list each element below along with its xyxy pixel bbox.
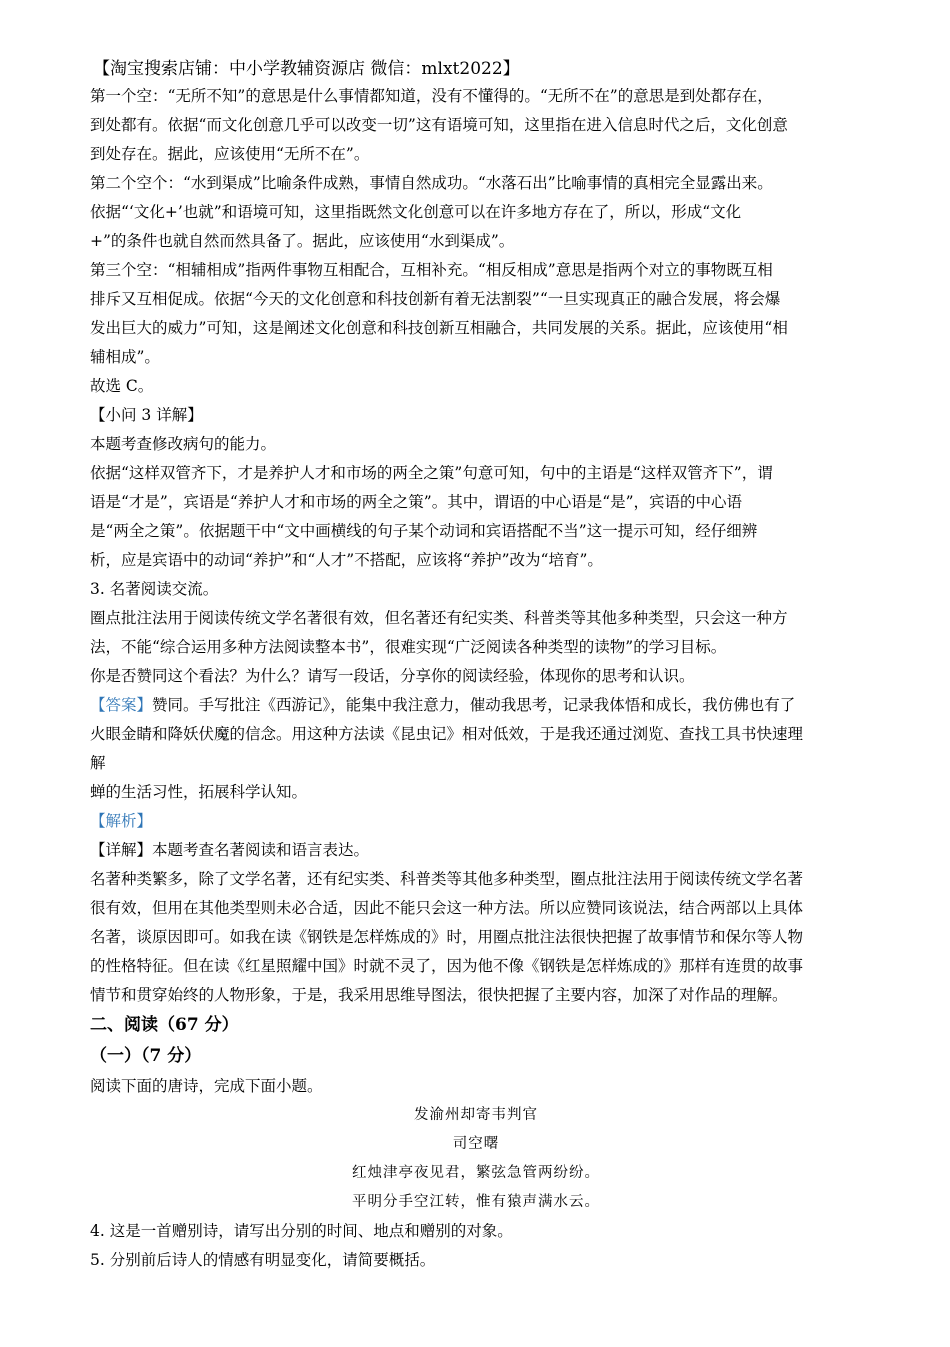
- subsection-title: （一）（7 分）: [90, 1046, 202, 1066]
- text-line: 第三个空：“相辅相成”指两件事物互相配合，互相补充。“相反相成”意思是指两个对立的事物既互相: [90, 261, 773, 279]
- answer-line: [90, 691, 862, 720]
- text-line: 的性格特征。但在读《红星照耀中国》时就不灵了，因为他不像《钢铁是怎样炼成的》那样有连贯的故事: [90, 957, 804, 975]
- text-line: 法，不能“综合运用多种方法阅读整本书”，很难实现“广泛阅读各种类型的读物”的学习目标。: [90, 638, 727, 656]
- text-line: 名著种类繁多，除了文学名著，还有纪实类、科普类等其他多种类型，圈点批注法用于阅读传统文学名著: [90, 870, 804, 888]
- text-line: 很有效，但用在其他类型则未必合适，因此不能只会这一种方法。所以应赞同该说法，结合两部以上具体: [90, 899, 804, 917]
- text-line: 语是“才是”，宾语是“养护人才和市场的两全之策”。其中，谓语的中心语是“是”，宾语的中心语: [90, 493, 743, 511]
- text-line: 蝉的生活习性，拓展科学认知。: [90, 783, 308, 801]
- section-title: 二、阅读（67 分）: [90, 1015, 239, 1035]
- text-line: 析，应是宾语中的动词“养护”和“人才”不搭配，应该将“养护”改为“培育”。: [90, 551, 603, 569]
- text-line: 第二个空个：“水到渠成”比喻条件成熟，事情自然成功。“水落石出”比喻事情的真相完全显露出来。: [90, 174, 773, 192]
- text-line: 情节和贯穿始终的人物形象，于是，我采用思维导图法，很快把握了主要内容，加深了对作品的理解。: [90, 986, 788, 1004]
- text-line: 排斥又互相促成。依据“今天的文化创意和科技创新有着无法割裂”“一旦实现真正的融合发展，将会爆: [90, 290, 781, 308]
- page-header: 【淘宝搜索店铺：中小学教辅资源店 微信：mlxt2022】: [93, 59, 520, 79]
- text-line: 第一个空：“无所不知”的意思是什么事情都知道，没有不懂得的。“无所不在”的意思是到处都存在，: [90, 87, 773, 105]
- text-line: 名著，谈原因即可。如我在读《钢铁是怎样炼成的》时，用圈点批注法很快把握了故事情节和保尔等人物: [90, 928, 804, 946]
- q3-detail: [90, 401, 862, 575]
- instruction: 阅读下面的唐诗，完成下面小题。: [90, 1077, 323, 1095]
- poem: [90, 1101, 862, 1217]
- text-line: 到处存在。据此，应该使用“无所不在”。: [90, 145, 370, 163]
- poem-line: 红烛津亭夜见君，繁弦急管两纷纷。: [352, 1165, 600, 1181]
- poem-author: 司空曙: [452, 1136, 500, 1152]
- text-line: 【详解】本题考查名著阅读和语言表达。: [90, 841, 370, 859]
- question-title: 3. 名著阅读交流。: [90, 580, 219, 598]
- text-line: 你是否赞同这个看法？为什么？请写一段话，分享你的阅读经验，体现你的思考和认识。: [90, 667, 695, 685]
- text-line: 圈点批注法用于阅读传统文学名著很有效，但名著还有纪实类、科普类等其他多种类型，只会这一种方: [90, 609, 788, 627]
- blank-explanation: [90, 82, 862, 401]
- text-line: +”的条件也就自然而然具备了。据此，应该使用“水到渠成”。: [90, 232, 515, 250]
- text-line: 本题考查修改病句的能力。: [90, 435, 277, 453]
- text-line: 依据“‘文化+’也就”和语境可知，这里指既然文化创意可以在许多地方存在了，所以，形成“文化: [90, 203, 742, 221]
- question-4: 4. 这是一首赠别诗，请写出分别的时间、地点和赠别的对象。: [90, 1222, 513, 1240]
- text-line: 到处都有。依据“而文化创意几乎可以改变一切”这有语境可知，这里指在进入信息时代之后，文化创意: [90, 116, 788, 134]
- document-page: [90, 56, 862, 1275]
- text-line: 发出巨大的威力”可知，这是阐述文化创意和科技创新互相融合，共同发展的关系。据此，应该使用“相: [90, 319, 788, 337]
- q3-heading: 【小问 3 详解】: [90, 406, 203, 424]
- text-line: 解: [90, 754, 106, 772]
- answer-label: 【答案】: [90, 696, 153, 714]
- answer-text: 赞同。手写批注《西游记》，能集中我注意力，催动我思考，记录我体悟和成长，我仿佛也有了: [152, 696, 796, 714]
- analysis-label: 【解析】: [90, 812, 153, 830]
- text-line: 故选 C。: [90, 377, 154, 395]
- text-line: 辅相成”。: [90, 348, 160, 366]
- poem-line: 平明分手空江转，惟有猿声满水云。: [352, 1194, 600, 1210]
- text-line: 依据“这样双管齐下，才是养护人才和市场的两全之策”句意可知，句中的主语是“这样双管齐下”，谓: [90, 464, 773, 482]
- text-line: 是“两全之策”。依据题干中“文中画横线的句子某个动词和宾语搭配不当”这一提示可知，经仔细辨: [90, 522, 758, 540]
- text-line: 火眼金睛和降妖伏魔的信念。用这种方法读《昆虫记》相对低效，于是我还通过浏览、查找工具书快速理: [90, 725, 804, 743]
- poem-title: 发渝州却寄韦判官: [414, 1107, 538, 1123]
- question-5: 5. 分别前后诗人的情感有明显变化，请简要概括。: [90, 1251, 436, 1269]
- question-3: [90, 575, 862, 1010]
